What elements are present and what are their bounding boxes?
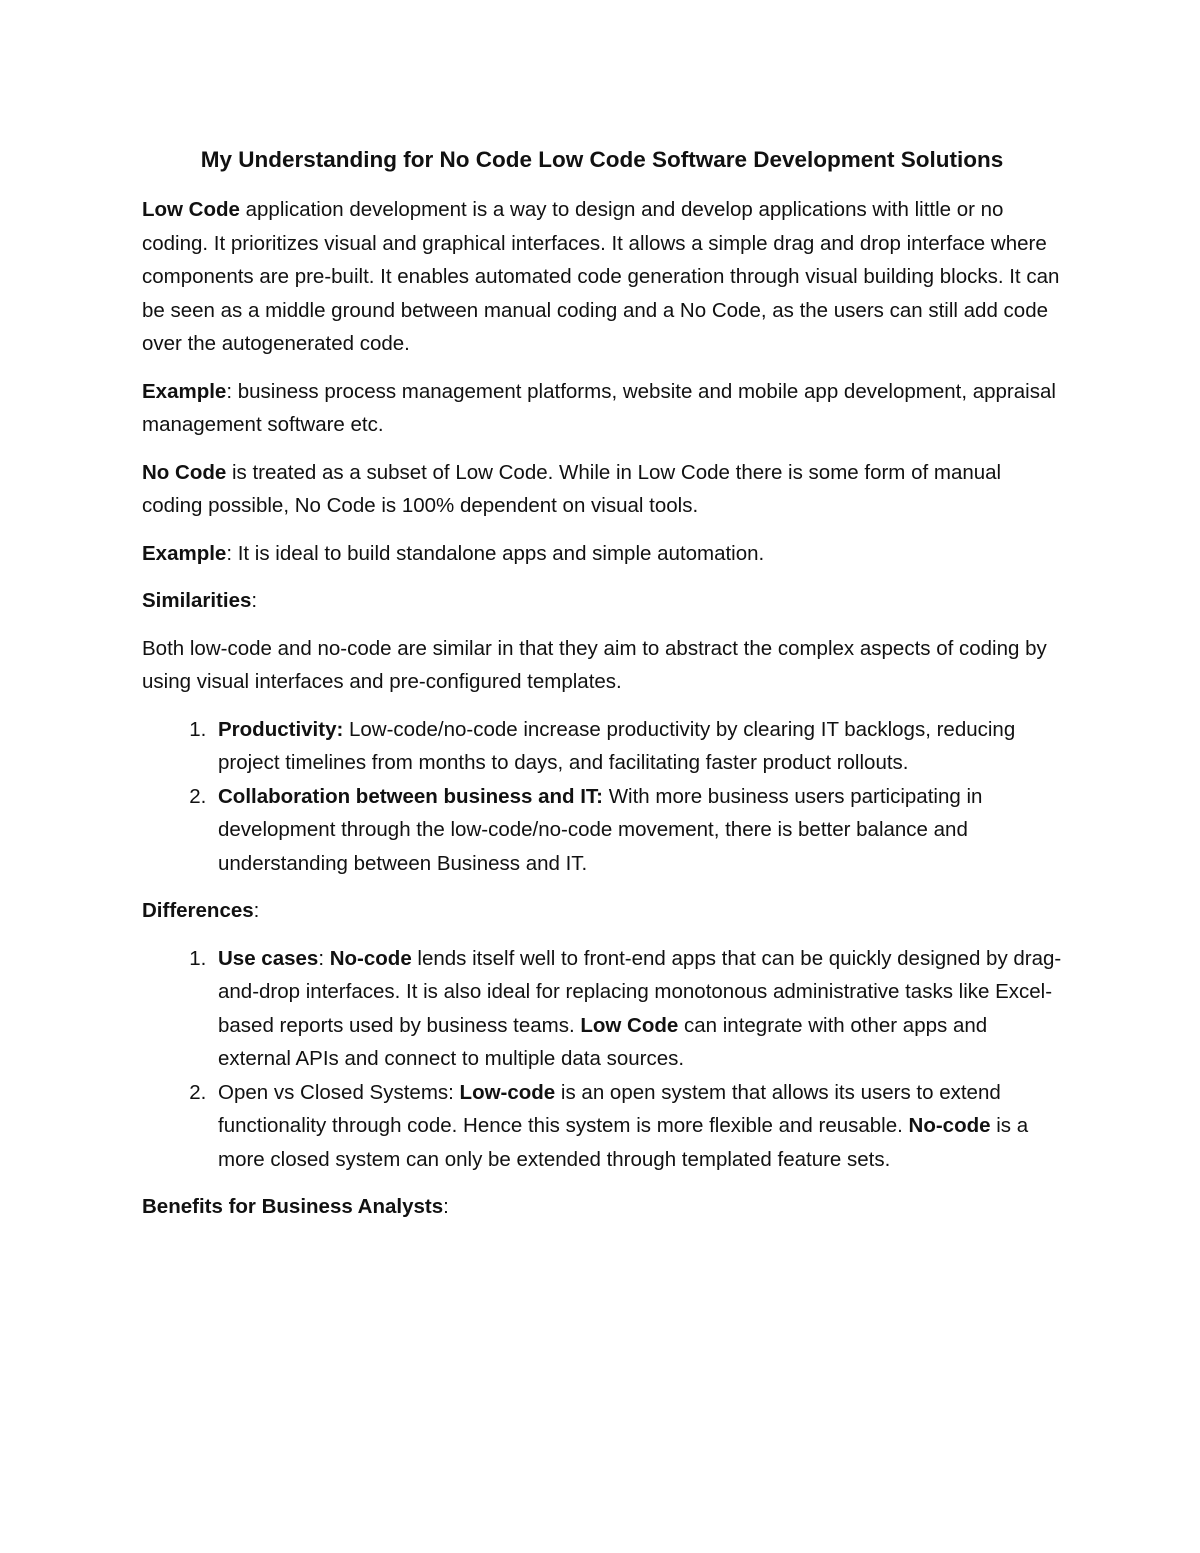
difference-term: No-code xyxy=(908,1114,991,1137)
example-label-1: Example xyxy=(142,379,227,403)
list-item xyxy=(212,713,1062,780)
low-code-term: Low Code xyxy=(142,198,240,221)
similarity-label: Collaboration between business and IT: xyxy=(218,784,603,808)
similarity-text: Low-code/no-code increase productivity by clearing IT backlogs, reducing project timelines from months to days, and facilitating faster product rollouts. xyxy=(218,717,1016,774)
similarity-label: Productivity: xyxy=(218,717,344,741)
similarity-text: With more business users participating in development through the low-code/no-code movement, there is better balance and understanding between Business and IT. xyxy=(218,784,983,875)
list-item xyxy=(212,942,1062,1076)
similarities-heading xyxy=(142,584,1062,618)
no-code-paragraph xyxy=(142,456,1062,523)
difference-sep: : xyxy=(318,946,330,970)
differences-list xyxy=(142,942,1062,1177)
differences-heading xyxy=(142,894,1062,928)
no-code-text: is treated as a subset of Low Code. While in Low Code there is some form of manual coding possible, No Code is 100% dependent on visual tools. xyxy=(142,460,1002,517)
difference-term: Low-code xyxy=(459,1080,556,1104)
difference-text: lends itself well to front-end apps that can be quickly designed by drag-and-drop interfaces. It is also ideal for replacing monotonous administrative tasks like Excel-based reports used by business teams. xyxy=(218,946,1062,1037)
example-text-1: : business process management platforms, website and mobile app development, appraisal management software etc. xyxy=(142,379,1056,436)
similarities-list xyxy=(142,713,1062,881)
list-item xyxy=(212,780,1062,881)
similarities-intro: Both low-code and no-code are similar in that they aim to abstract the complex aspects of coding by using visual interfaces and pre-configured templates. xyxy=(142,636,1047,693)
low-code-paragraph xyxy=(142,193,1062,361)
benefits-heading-label: Benefits for Business Analysts xyxy=(142,1195,444,1218)
example-paragraph-2 xyxy=(142,537,1062,571)
difference-text: can integrate with other apps and external APIs and connect to multiple data sources. xyxy=(218,1013,988,1070)
differences-heading-colon: : xyxy=(253,899,260,922)
difference-label: Use cases xyxy=(218,946,319,970)
benefits-heading xyxy=(142,1190,1062,1224)
similarities-heading-colon: : xyxy=(251,589,258,612)
difference-term: No-code xyxy=(329,946,412,970)
differences-heading-label: Differences xyxy=(142,899,254,922)
document-title: My Understanding for No Code Low Code Software Development Solutions xyxy=(200,147,1004,172)
difference-term: Low Code xyxy=(580,1013,679,1037)
similarities-heading-label: Similarities xyxy=(142,589,252,612)
benefits-heading-colon: : xyxy=(443,1195,449,1218)
no-code-term: No Code xyxy=(142,460,227,484)
difference-text: is an open system that allows its users to extend functionality through code. Hence this system is more flexible and reusable. xyxy=(218,1080,1001,1137)
example-label-2: Example xyxy=(142,541,227,565)
example-text-2: : It is ideal to build standalone apps and simple automation. xyxy=(226,541,765,565)
difference-text: is a more closed system can only be extended through templated feature sets. xyxy=(218,1114,1029,1171)
example-paragraph-1 xyxy=(142,375,1062,442)
list-item xyxy=(212,1076,1062,1177)
difference-label: Open vs Closed Systems: xyxy=(218,1080,460,1104)
low-code-text: application development is a way to design and develop applications with little or no coding. It prioritizes visual and graphical interfaces. It allows a simple drag and drop interface where components are pre-built. It enables automated code generation through visual building blocks. It can be seen as a middle ground between manual coding and a No Code, as the users can still add code over the autogenerated code. xyxy=(142,198,1060,355)
